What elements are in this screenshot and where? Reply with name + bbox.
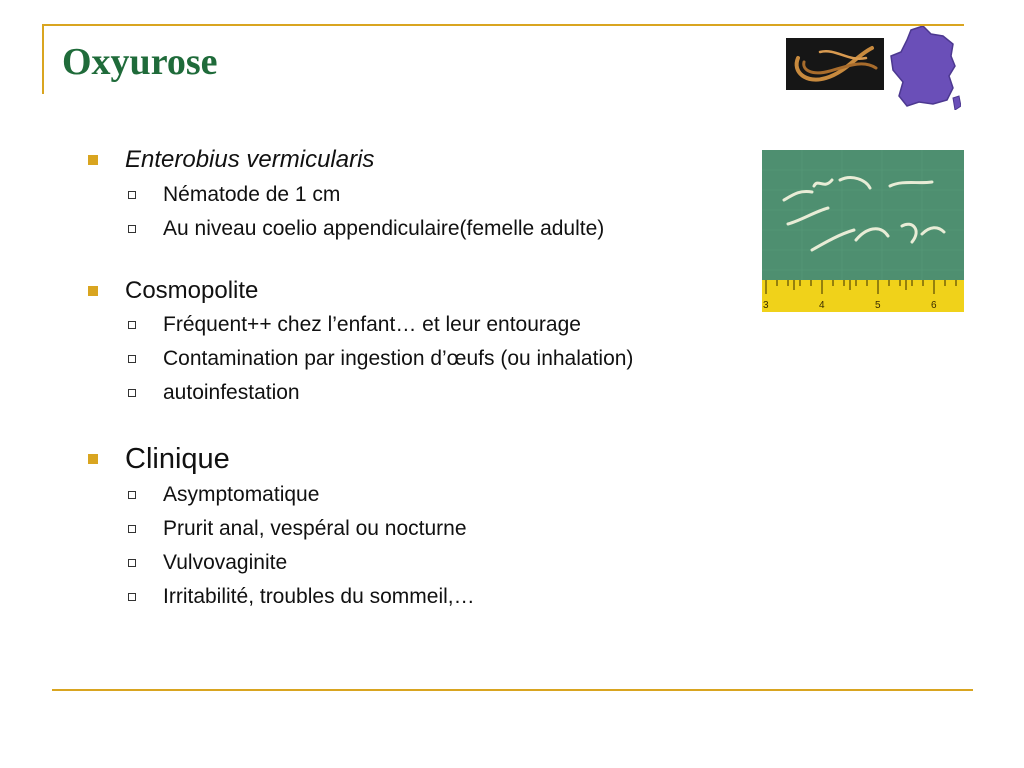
- bullet-l2: [88, 546, 808, 580]
- bullet-l2: [88, 178, 808, 212]
- bullet-l2: [88, 478, 808, 512]
- bullet-text: Contamination par ingestion d’œufs (ou inhalation): [163, 347, 634, 370]
- frame-top-line: [42, 24, 964, 26]
- bullet-text: Irritabilité, troubles du sommeil,…: [163, 585, 475, 608]
- bullet-l2: [88, 308, 808, 342]
- ruler-label-3: 3: [763, 300, 769, 311]
- checkbox-bullet-icon: [128, 559, 136, 567]
- bullet-text: Vulvovaginite: [163, 551, 288, 574]
- section-enterobius: [88, 142, 808, 246]
- checkbox-bullet-icon: [128, 525, 136, 533]
- square-bullet-icon: [88, 155, 98, 165]
- frame-bottom-line: [52, 689, 973, 691]
- section-cosmopolite: [88, 274, 808, 410]
- bullet-l2: [88, 342, 808, 376]
- checkbox-bullet-icon: [128, 593, 136, 601]
- section-heading: Enterobius vermicularis: [125, 146, 375, 173]
- section-heading: Cosmopolite: [125, 277, 259, 304]
- section-heading: Clinique: [125, 442, 230, 475]
- checkbox-bullet-icon: [128, 491, 136, 499]
- bullet-l2: [88, 212, 808, 246]
- bullet-l1: [88, 440, 808, 478]
- bullet-text: Asymptomatique: [163, 483, 320, 506]
- bullet-l2: [88, 376, 808, 410]
- slide-title: Oxyurose: [62, 41, 218, 83]
- ruler-label-5: 5: [875, 300, 881, 311]
- bullet-l2: [88, 580, 808, 614]
- checkbox-bullet-icon: [128, 225, 136, 233]
- bullet-l1: [88, 274, 808, 308]
- ruler-label-6: 6: [931, 300, 937, 311]
- section-clinique: [88, 440, 808, 614]
- frame-left-line: [42, 24, 44, 94]
- bullet-text: autoinfestation: [163, 381, 300, 404]
- checkbox-bullet-icon: [128, 191, 136, 199]
- ruler-label-4: 4: [819, 300, 825, 311]
- checkbox-bullet-icon: [128, 355, 136, 363]
- checkbox-bullet-icon: [128, 389, 136, 397]
- square-bullet-icon: [88, 454, 98, 464]
- bullet-text: Prurit anal, vespéral ou nocturne: [163, 517, 467, 540]
- slide-content: [88, 142, 808, 614]
- bullet-l1: [88, 142, 808, 178]
- bullet-text: Nématode de 1 cm: [163, 183, 341, 206]
- bullet-text: Fréquent++ chez l’enfant… et leur entourage: [163, 313, 581, 336]
- checkbox-bullet-icon: [128, 321, 136, 329]
- bullet-text: Au niveau coelio appendiculaire(femelle adulte): [163, 217, 605, 240]
- square-bullet-icon: [88, 286, 98, 296]
- france-map-image: [889, 26, 961, 110]
- worm-thumbnail-image: [786, 38, 884, 90]
- bullet-l2: [88, 512, 808, 546]
